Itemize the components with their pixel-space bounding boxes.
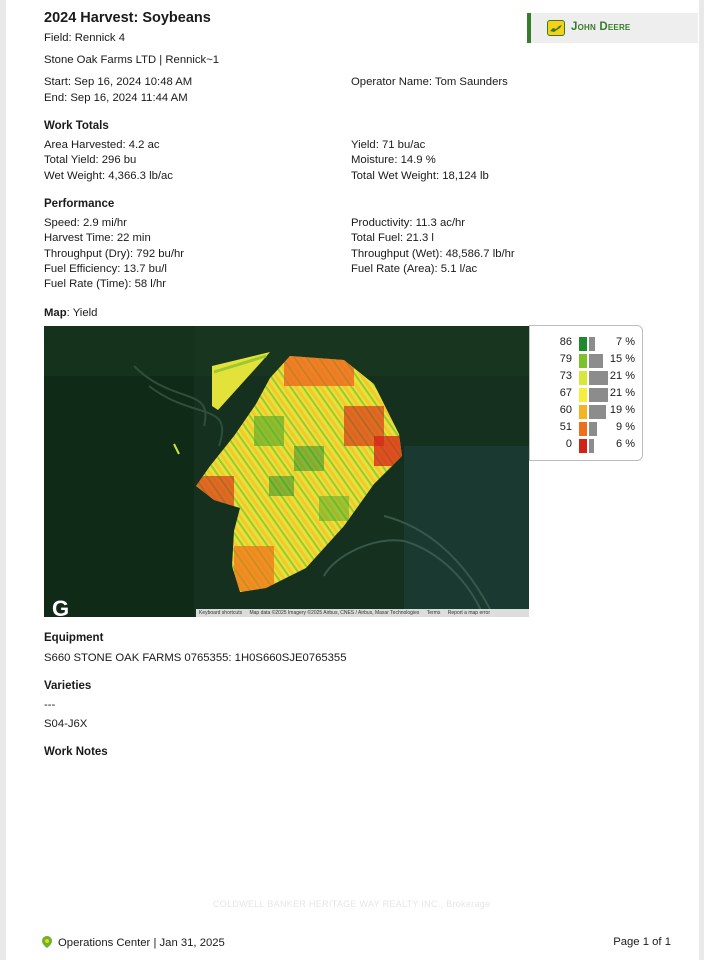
- legend-row: [530, 386, 642, 403]
- legend-row: [530, 335, 642, 352]
- varieties-heading: Varieties: [44, 680, 92, 692]
- work-totals-heading: Work Totals: [44, 120, 109, 132]
- legend-value: 79: [559, 353, 572, 365]
- legend-percent: 21 %: [609, 370, 635, 382]
- yield-map[interactable]: [44, 326, 529, 617]
- field-name: Field: Rennick 4: [44, 32, 125, 44]
- report-title: 2024 Harvest: Soybeans: [44, 10, 211, 26]
- total-fuel: Total Fuel: 21.3 l: [351, 232, 434, 244]
- productivity: Productivity: 11.3 ac/hr: [351, 217, 466, 229]
- legend-bar: [589, 422, 597, 436]
- legend-percent: 9 %: [616, 421, 635, 433]
- total-yield: Total Yield: 296 bu: [44, 154, 137, 166]
- john-deere-logo: [527, 13, 698, 43]
- deer-icon: [547, 20, 565, 36]
- footer-left: [42, 936, 225, 951]
- watermark: COLDWELL BANKER HERITAGE WAY REALTY INC., Brokerage: [213, 899, 491, 909]
- yield-map-graphic: [44, 326, 529, 617]
- legend-value: 0: [565, 438, 572, 450]
- terms-link[interactable]: Terms: [426, 610, 441, 616]
- legend-row: [530, 352, 642, 369]
- operator-name: Operator Name: Tom Saunders: [351, 76, 508, 88]
- legend-row: [530, 437, 642, 454]
- page-number: Page 1 of 1: [613, 936, 671, 948]
- legend-value: 51: [559, 421, 572, 433]
- legend-swatch: [579, 388, 587, 402]
- map-layer-name: Yield: [72, 307, 98, 319]
- map-data-credit: Map data ©2025 Imagery ©2025 Airbus, CNES / Airbus, Maxar Technologies: [249, 610, 420, 616]
- legend-percent: 21 %: [609, 387, 635, 399]
- legend-percent: 6 %: [616, 438, 635, 450]
- page-edge-right: [699, 0, 704, 960]
- map-label-title: Map: [44, 307, 67, 319]
- varieties-dash: ---: [44, 699, 56, 711]
- yield-legend: [529, 325, 643, 461]
- yield: Yield: 71 bu/ac: [351, 139, 426, 151]
- legend-row: [530, 420, 642, 437]
- legend-bar: [589, 439, 594, 453]
- legend-bar: [589, 371, 608, 385]
- legend-row: [530, 403, 642, 420]
- legend-bar: [589, 405, 606, 419]
- legend-percent: 7 %: [616, 336, 635, 348]
- legend-swatch: [579, 354, 587, 368]
- legend-swatch: [579, 422, 587, 436]
- legend-value: 86: [559, 336, 572, 348]
- speed: Speed: 2.9 mi/hr: [44, 217, 127, 229]
- legend-value: 67: [559, 387, 572, 399]
- moisture: Moisture: 14.9 %: [351, 154, 436, 166]
- fuel-rate-area: Fuel Rate (Area): 5.1 l/ac: [351, 263, 478, 275]
- wet-weight: Wet Weight: 4,366.3 lb/ac: [44, 170, 173, 182]
- legend-value: 73: [559, 370, 572, 382]
- legend-bar: [589, 337, 595, 351]
- john-deere-brand: John Deere: [571, 21, 631, 33]
- legend-row: [530, 369, 642, 386]
- total-wet-weight: Total Wet Weight: 18,124 lb: [351, 170, 489, 182]
- page-edge-left: [0, 0, 6, 960]
- organization-line: Stone Oak Farms LTD | Rennick~1: [44, 54, 220, 66]
- area-harvested: Area Harvested: 4.2 ac: [44, 139, 160, 151]
- legend-swatch: [579, 371, 587, 385]
- legend-swatch: [579, 337, 587, 351]
- equipment-heading: Equipment: [44, 632, 104, 644]
- legend-value: 60: [559, 404, 572, 416]
- fuel-efficiency: Fuel Efficiency: 13.7 bu/l: [44, 263, 167, 275]
- harvest-time: Harvest Time: 22 min: [44, 232, 151, 244]
- throughput-wet: Throughput (Wet): 48,586.7 lb/hr: [351, 248, 515, 260]
- start-time: Start: Sep 16, 2024 10:48 AM: [44, 76, 193, 88]
- keyboard-shortcuts-link[interactable]: Keyboard shortcuts: [199, 610, 243, 616]
- legend-swatch: [579, 439, 587, 453]
- equipment-text: S660 STONE OAK FARMS 0765355: 1H0S660SJE0765355: [44, 652, 347, 664]
- legend-percent: 19 %: [609, 404, 635, 416]
- work-notes-heading: Work Notes: [44, 746, 108, 758]
- legend-percent: 15 %: [609, 353, 635, 365]
- legend-swatch: [579, 405, 587, 419]
- throughput-dry: Throughput (Dry): 792 bu/hr: [44, 248, 185, 260]
- legend-bar: [589, 388, 608, 402]
- variety-name: S04-J6X: [44, 718, 88, 730]
- performance-heading: Performance: [44, 198, 115, 210]
- legend-bar: [589, 354, 603, 368]
- end-time: End: Sep 16, 2024 11:44 AM: [44, 92, 188, 104]
- google-logo-fragment: G: [52, 596, 70, 617]
- location-pin-icon: [42, 936, 52, 951]
- map-attribution: [196, 609, 529, 617]
- fuel-rate-time: Fuel Rate (Time): 58 l/hr: [44, 278, 166, 290]
- map-label: Map: Yield: [44, 307, 98, 319]
- report-map-error-link[interactable]: Report a map error: [447, 610, 491, 616]
- footer-app-date: Operations Center | Jan 31, 2025: [58, 937, 225, 949]
